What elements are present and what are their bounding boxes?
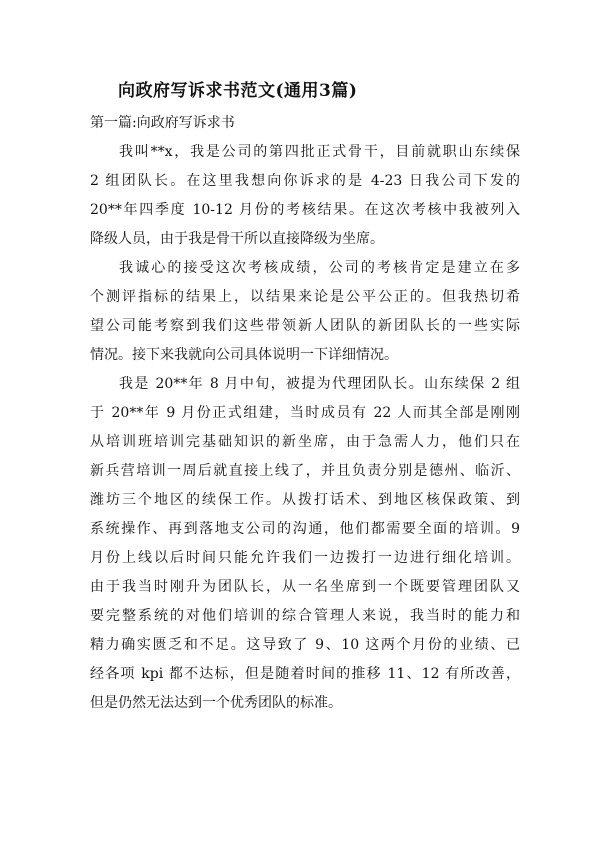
- paragraph-line: 但是仍然无法达到一个优秀团队的标准。: [90, 695, 342, 711]
- paragraph-line: 经各项 kpi 都不达标，但是随着时间的推移 11、12 有所改善，: [90, 666, 520, 682]
- paragraph-line: 由于我当时刚升为团队长，从一名坐席到一个既要管理团队又: [90, 579, 520, 595]
- paragraph-line: 个测评指标的结果上，以结果来论是公平公正的。但我热切希: [90, 289, 520, 305]
- paragraph-line: 我叫**x，我是公司的第四批正式骨干，目前就职山东续保: [119, 144, 520, 160]
- paragraph-line: 降级人员，由于我是骨干所以直接降级为坐席。: [90, 231, 384, 247]
- paragraph-line: 精力确实匮乏和不足。这导致了 9、10 这两个月份的业绩、已: [90, 637, 520, 653]
- paragraph-line: 20**年四季度 10-12 月份的考核结果。在这次考核中我被列入: [90, 202, 520, 218]
- paragraph-line: 我是 20**年 8 月中旬，被提为代理团队长。山东续保 2 组: [119, 376, 520, 392]
- paragraph-line: 要完整系统的对他们培训的综合管理人来说，我当时的能力和: [90, 608, 520, 624]
- paragraph-line: 我诚心的接受这次考核成绩，公司的考核肯定是建立在多: [119, 260, 520, 276]
- section-heading: 第一篇:向政府写诉求书: [90, 115, 235, 131]
- paragraph-3: [90, 370, 520, 718]
- paragraph-line: 潍坊三个地区的续保工作。从拨打话术、到地区核保政策、到: [90, 492, 520, 508]
- paragraph-line: 从培训班培训完基础知识的新坐席，由于急需人力，他们只在: [90, 434, 520, 450]
- document-title: 向政府写诉求书范文(通用3篇): [118, 81, 358, 101]
- paragraph-line: 于 20**年 9 月份正式组建，当时成员有 22 人而其全部是刚刚: [90, 405, 520, 421]
- paragraph-line: 情况。接下来我就向公司具体说明一下详细情况。: [90, 347, 398, 363]
- paragraph-line: 望公司能考察到我们这些带领新人团队的新团队长的一些实际: [90, 318, 520, 334]
- paragraph-line: 系统操作、再到落地支公司的沟通，他们都需要全面的培训。9: [90, 521, 520, 537]
- paragraph-line: 新兵营培训一周后就直接上线了，并且负责分别是德州、临沂、: [90, 463, 520, 479]
- paragraph-2: [90, 254, 520, 370]
- paragraph-1: [90, 138, 520, 254]
- paragraph-line: 2 组团队长。在这里我想向你诉求的是 4-23 日我公司下发的: [90, 173, 520, 189]
- paragraph-line: 月份上线以后时间只能允许我们一边拨打一边进行细化培训。: [90, 550, 520, 566]
